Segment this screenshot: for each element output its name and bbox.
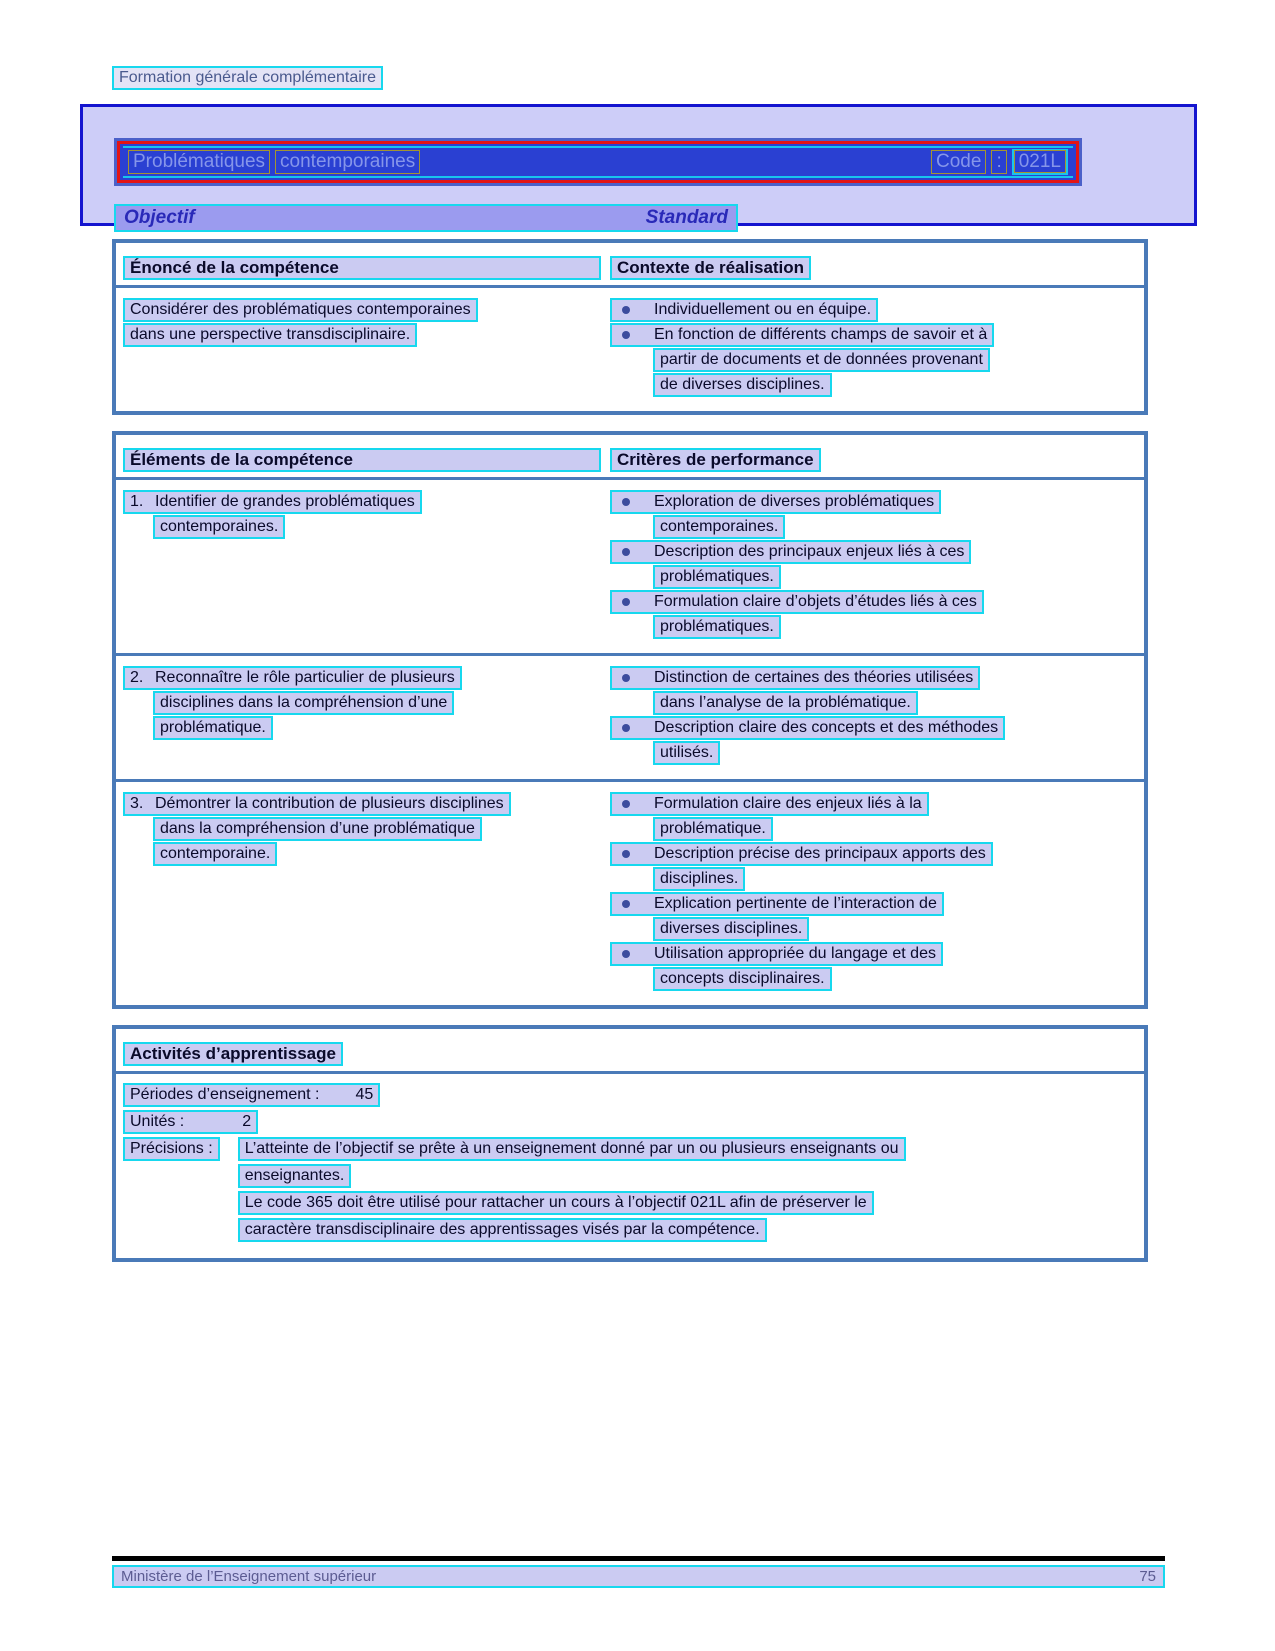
bullet-line: partir de documents et de données provenant [653,348,990,372]
code-label: Code [931,150,986,174]
periods-value: 45 [355,1086,374,1103]
footer-page-number: 75 [1139,1568,1156,1585]
elements-table [112,431,1148,1009]
competence-table-header [116,243,1144,288]
title-word: Problématiques [128,150,270,174]
bullet-line: Description précise des principaux apports des [610,842,993,866]
bullet-icon [622,950,630,958]
bullet-icon [622,900,630,908]
context-cell [610,298,1137,398]
precisions-line: L’atteinte de l’objectif se prête à un enseignement donné par un ou plusieurs enseignants ou [238,1137,906,1161]
bullet-icon [622,850,630,858]
element-line: problématique. [153,716,273,740]
code-group [931,149,1068,175]
criteria-cell [610,490,1137,640]
element-line: 2. Reconnaître le rôle particulier de plusieurs [123,666,462,690]
bullet-line: problématique. [653,817,773,841]
element-line: disciplines dans la compréhension d’une [153,691,454,715]
competence-table [112,239,1148,415]
table-row [116,653,1144,779]
element-cell [123,666,610,766]
footer-bar [112,1565,1165,1588]
title-line [123,146,1073,178]
statement-line: dans une perspective transdisciplinaire. [123,323,417,347]
bullet-line: disciplines. [653,867,745,891]
table-row [116,779,1144,1005]
precisions-line: Le code 365 doit être utilisé pour rattacher un cours à l’objectif 021L afin de préserver le [238,1191,874,1215]
bullet-line: Individuellement ou en équipe. [610,298,878,322]
elements-table-header [116,435,1144,480]
objectif-standard-bar [114,204,738,232]
criteria-cell [610,792,1137,992]
units-line [123,1110,258,1134]
activities-header-row [116,1029,1144,1074]
bullet-line: Distinction de certaines des théories utilisées [610,666,980,690]
bullet-line: utilisés. [653,741,720,765]
bullet-icon [622,306,630,314]
bullet-icon [622,724,630,732]
table-row [116,480,1144,653]
title-bar [114,138,1082,186]
element-line: contemporaines. [153,515,285,539]
table-row [116,288,1144,411]
bullet-icon [622,331,630,339]
objectif-label: Objectif [124,207,195,228]
bullet-icon [622,674,630,682]
statement-line: Considérer des problématiques contemporaines [123,298,478,322]
footer-rule [112,1556,1165,1561]
column-header-contexte: Contexte de réalisation [610,256,811,280]
column-header-elements: Éléments de la compétence [123,448,601,472]
precisions-lines [238,1137,906,1245]
bullet-line: concepts disciplinaires. [653,967,832,991]
activities-title: Activités d’apprentissage [123,1042,343,1066]
bullet-line: Description claire des concepts et des méthodes [610,716,1005,740]
bullet-line: de diverses disciplines. [653,373,832,397]
title-bar-red-frame [117,141,1079,183]
element-line: dans la compréhension d’une problématique [153,817,482,841]
bullet-line: dans l’analyse de la problématique. [653,691,918,715]
precisions-label: Précisions : [123,1137,220,1161]
code-value-box [1012,149,1068,175]
element-line: 1. Identifier de grandes problématiques [123,490,422,514]
precisions-block [123,1137,1137,1245]
code-colon: : [991,150,1006,174]
periods-label: Périodes d’enseignement : [130,1086,320,1103]
bullet-line: contemporaines. [653,515,785,539]
bullet-line: Explication pertinente de l’interaction de [610,892,944,916]
bullet-icon [622,800,630,808]
bullet-line: Description des principaux enjeux liés à ces [610,540,971,564]
bullet-line: Formulation claire d’objets d’études liés à ces [610,590,984,614]
periods-line [123,1083,380,1107]
units-value: 2 [242,1113,252,1130]
title-word: contemporaines [275,150,420,174]
bullet-line: Utilisation appropriée du langage et des [610,942,943,966]
bullet-line: Formulation claire des enjeux liés à la [610,792,929,816]
bullet-line: diverses disciplines. [653,917,809,941]
precisions-line: enseignantes. [238,1164,352,1188]
criteria-cell [610,666,1137,766]
activities-body [116,1074,1144,1258]
running-head-label: Formation générale complémentaire [112,66,383,90]
bullet-line: problématiques. [653,565,781,589]
column-header-criteres: Critères de performance [610,448,821,472]
activities-panel [112,1025,1148,1262]
bullet-icon [622,598,630,606]
bullet-line: En fonction de différents champs de savoir et à [610,323,994,347]
bullet-icon [622,498,630,506]
code-value: 021L [1014,150,1066,173]
element-cell [123,490,610,640]
footer-ministry-label: Ministère de l’Enseignement supérieur [121,1568,377,1585]
element-cell [123,792,610,992]
statement-cell [123,298,610,398]
bullet-line: Exploration de diverses problématiques [610,490,941,514]
column-header-enonce: Énoncé de la compétence [123,256,601,280]
element-line: contemporaine. [153,842,277,866]
running-head [112,0,1275,90]
bullet-line: problématiques. [653,615,781,639]
precisions-line: caractère transdisciplinaire des apprentissages visés par la compétence. [238,1218,767,1242]
element-line: 3. Démontrer la contribution de plusieurs disciplines [123,792,511,816]
bullet-icon [622,548,630,556]
standard-label: Standard [645,207,728,228]
header-panel [80,104,1197,226]
units-label: Unités : [130,1113,185,1130]
